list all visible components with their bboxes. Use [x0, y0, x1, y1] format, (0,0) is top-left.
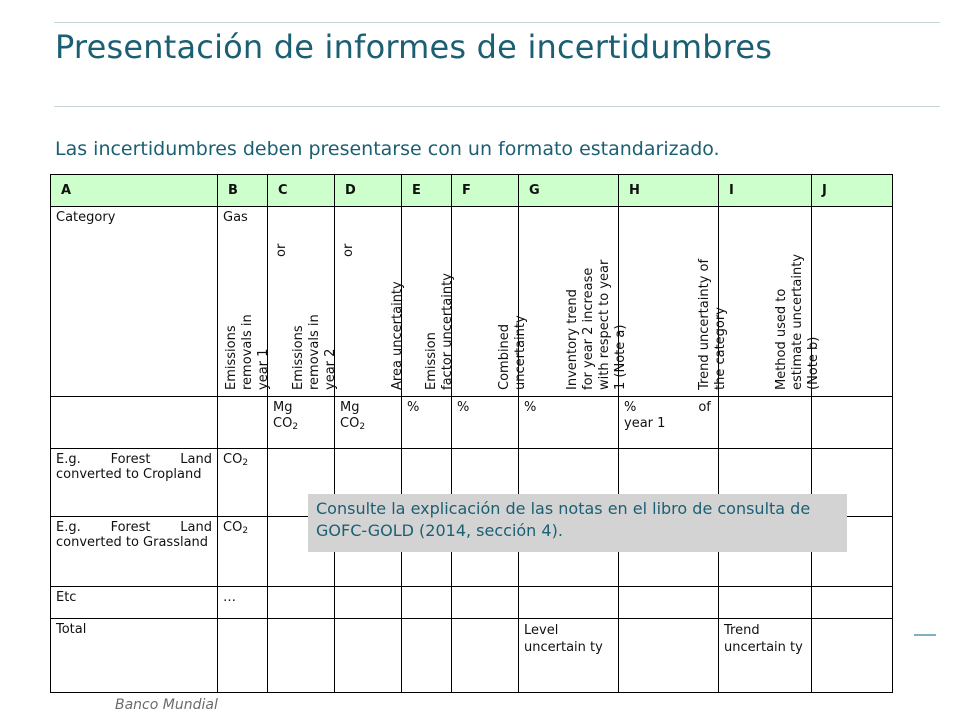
header-emission-factor-uncertainty: Emission factor uncertainty [452, 207, 519, 397]
row-category: E.g. Forest Land converted to Cropland [51, 449, 218, 517]
footer-text: Banco Mundial [115, 697, 218, 713]
units-row [51, 397, 893, 449]
total-level-uncertainty: Level uncertain ty [519, 619, 619, 693]
units-empty-a [51, 397, 218, 449]
top-rule [54, 22, 940, 23]
header-method: Method used to estimate uncertainty (Note b) [812, 207, 893, 397]
unit-h: % of year 1 [619, 397, 719, 449]
col-e: E [402, 175, 452, 207]
header-row [51, 207, 893, 397]
row-gas: $CO_2$ [218, 449, 268, 517]
units-empty-b [218, 397, 268, 449]
header-emissions-year2: Emissions removals in year 2 or [335, 207, 402, 397]
slide-title: Presentación de informes de incertidumbres [55, 28, 773, 66]
col-g: G [519, 175, 619, 207]
unit-c: Mg $CO_2$ [268, 397, 335, 449]
col-h: H [619, 175, 719, 207]
col-d: D [335, 175, 402, 207]
column-letter-row [51, 175, 893, 207]
total-row [51, 619, 893, 693]
row-gas: … [218, 587, 268, 619]
header-area-uncertainty: Area uncertainty [402, 207, 452, 397]
unit-g: % [519, 397, 619, 449]
col-b: B [218, 175, 268, 207]
col-a: A [51, 175, 218, 207]
units-empty-i [719, 397, 812, 449]
units-empty-j [812, 397, 893, 449]
table-row [51, 587, 893, 619]
row-category: E.g. Forest Land converted to Grassland [51, 517, 218, 587]
col-i: I [719, 175, 812, 207]
uncertainty-table [50, 174, 892, 692]
unit-d: Mg $CO_2$ [335, 397, 402, 449]
title-rule [54, 106, 940, 107]
row-category: Etc [51, 587, 218, 619]
total-trend-uncertainty: Trend uncertain ty [719, 619, 812, 693]
footer-accent-line [914, 634, 936, 636]
unit-f: % [452, 397, 519, 449]
slide-subtitle: Las incertidumbres deben presentarse con un formato estandarizado. [55, 138, 720, 160]
note-callout: Consulte la explicación de las notas en el libro de consulta de GOFC-GOLD (2014, sección 4). [308, 494, 847, 552]
header-emissions-year1: Emissions removals in year 1 or [268, 207, 335, 397]
header-combined-uncertainty: Combined uncertainty [519, 207, 619, 397]
col-f: F [452, 175, 519, 207]
row-gas: $CO_2$ [218, 517, 268, 587]
col-j: J [812, 175, 893, 207]
col-c: C [268, 175, 335, 207]
unit-e: % [402, 397, 452, 449]
header-inventory-trend: Inventory trend for year 2 increase with respect to year 1 (Note a) [619, 207, 719, 397]
total-label: Total [51, 619, 218, 693]
header-trend-uncertainty: Trend uncertainty of the category [719, 207, 812, 397]
header-category: Category [51, 207, 218, 397]
header-gas: Gas [218, 207, 268, 397]
